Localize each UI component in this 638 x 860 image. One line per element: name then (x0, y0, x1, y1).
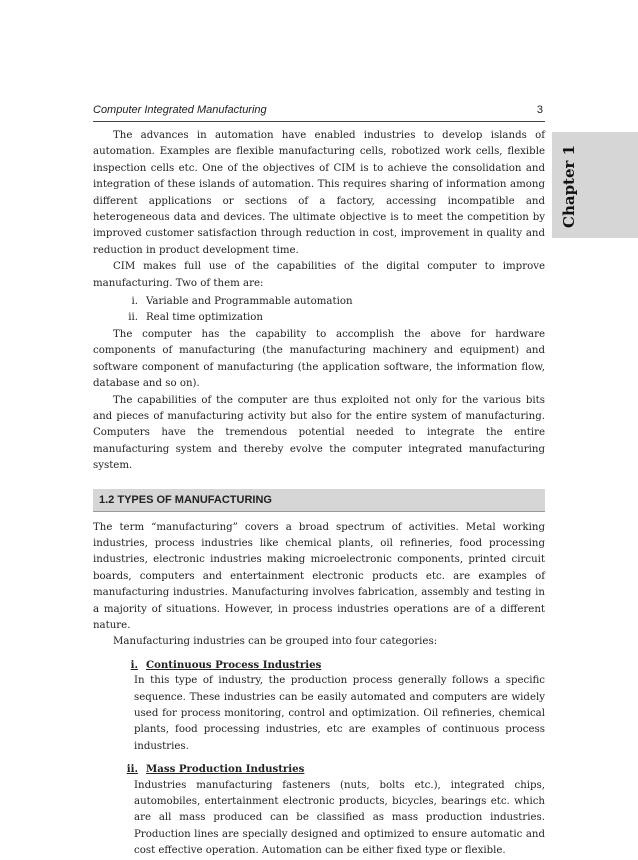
list-item-number: ii. (128, 312, 138, 324)
list-item-text: Variable and Programmable automation (146, 296, 353, 308)
page-body (93, 128, 545, 860)
section-heading: 1.2 TYPES OF MANUFACTURING (93, 489, 545, 512)
chapter-tab-label: Chapter 1 (560, 144, 578, 228)
chapter-tab (552, 132, 638, 238)
category-number: ii. (126, 763, 138, 776)
category-body: Industries manufacturing fasteners (nuts, bolts etc.), integrated chips, automobiles, entertainment electronic products, bicycles, bearings etc. which are all mass produced can be classified as mass production industries. Production lines are specially designed and optimized to ensure automatic and cost effective operation. Automation can be either fixed type or flexible. (134, 779, 545, 857)
intro-paragraph-1: The advances in automation have enabled industries to develop islands of automation. Examples are flexible manufacturing cells, robotized work cells, flexible inspection cells etc. One of the objectives of CIM is to achieve the consolidation and integration of these islands of automation. This requires sharing of information among different applications or sections of a factory, accessing incompatible and heterogeneous data and devices. The ultimate objective is to meet the competition by improved customer satisfaction through reduction in cost, improvement in quality and reduction in product development time. (93, 130, 545, 256)
category-number: i. (130, 658, 138, 671)
page-number: 3 (536, 104, 543, 116)
header-rule (93, 121, 545, 122)
intro-paragraph-2: CIM makes full use of the capabilities of the digital computer to improve manufacturing. Two of them are: (93, 261, 545, 289)
category-item (93, 657, 545, 755)
category-title (118, 657, 545, 673)
list-item (118, 294, 545, 310)
category-title-text: Mass Production Industries (146, 763, 305, 776)
capabilities-list (118, 294, 545, 327)
section-paragraph-2: Manufacturing industries can be grouped into four categories: (113, 636, 438, 648)
category-body: In this type of industry, the production process generally follows a specific sequence. These industries can be easily automated and computers are widely used for process monitoring, control and optimization. Oil refineries, chemical plants, food processing industries, etc are examples of continuous process industries. (134, 675, 545, 752)
intro-paragraph-3: The computer has the capability to accomplish the above for hardware components of manufacturing (the manufacturing machinery and equipment) and software component of manufacturing (the application software, the information flow, database and so on). (93, 328, 545, 390)
category-item (93, 761, 545, 859)
header-title: Computer Integrated Manufacturing (93, 104, 267, 116)
category-title (118, 761, 545, 777)
list-item-text: Real time optimization (146, 312, 263, 324)
running-header (93, 104, 545, 120)
list-item-number: i. (131, 296, 138, 308)
intro-paragraph-4: The capabilities of the computer are thus exploited not only for the various bits and pieces of manufacturing activity but also for the entire system of manufacturing. Computers have the tremendous potential needed to integrate the entire manufacturing system and thereby evolve the computer integrated manufacturing system. (93, 394, 545, 472)
category-title-text: Continuous Process Industries (146, 658, 322, 671)
section-paragraph-1: The term “manufacturing” covers a broad spectrum of activities. Metal working industries, process industries like chemical plants, oil refineries, food processing industries, electronic industries making microelectronic components, printed circuit boards, computers and entertainment electronic products etc. are examples of manufacturing industries. Manufacturing involves fabrication, assembly and testing in a majority of situations. However, in process industries operations are of a different nature. (93, 521, 545, 631)
list-item (118, 310, 545, 326)
